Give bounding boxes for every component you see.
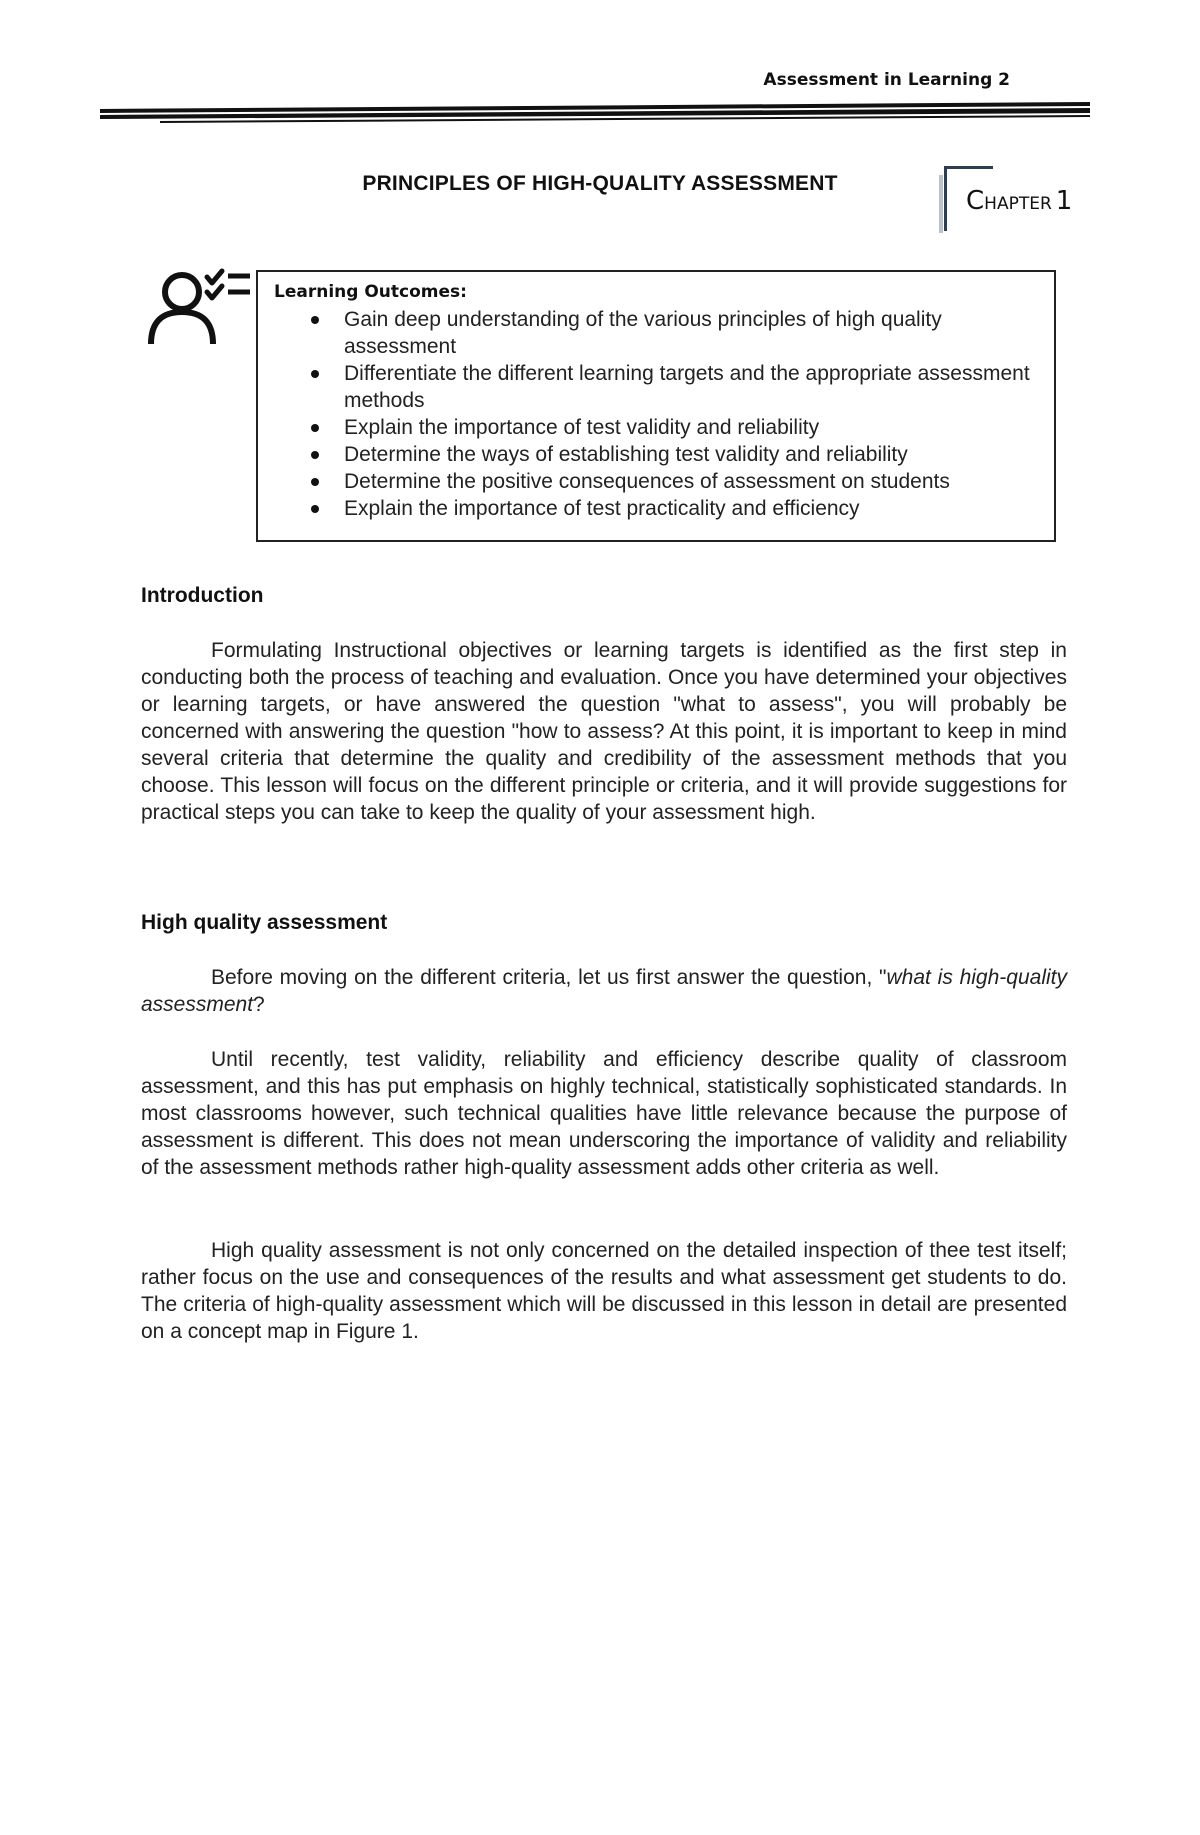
outcome-text: Determine the ways of establishing test validity and reliability [344, 443, 908, 466]
high-quality-paragraph-3: High quality assessment is not only concerned on the detailed inspection of thee test itself; rather focus on the use and consequences of the results and what assessment get students to do. The criteria of high-quality assessment which will be discussed in this lesson in detail are presented on a concept map in Figure 1. [141, 1239, 1067, 1343]
list-item [274, 468, 1038, 495]
outcome-text: Explain the importance of test validity and reliability [344, 416, 820, 439]
outcome-text: Determine the positive consequences of assessment on students [344, 470, 950, 493]
chapter-initial: C [966, 186, 985, 216]
high-quality-paragraph-1 [141, 964, 1067, 1018]
learning-outcomes-box [256, 270, 1056, 542]
outcome-text: Gain deep understanding of the various principles of high quality assessment [344, 308, 942, 358]
list-item [274, 441, 1038, 468]
high-quality-paragraph-2: Until recently, test validity, reliability and efficiency describe quality of classroom assessment, and this has put emphasis on highly technical, statistically sophisticated standards. In most classrooms however, such technical qualities have little relevance because the purpose of assessment is different. This does not mean underscoring the importance of validity and reliability of the assessment methods rather high-quality assessment adds other criteria as well. [141, 1048, 1067, 1179]
bullet-icon [311, 370, 319, 378]
p1-italic: what is high-quality assessment [141, 966, 1067, 1016]
person-checklist-icon [146, 268, 256, 348]
list-item [274, 414, 1038, 441]
learning-outcomes-list [274, 306, 1038, 522]
introduction-paragraph: Formulating Instructional objectives or learning targets is identified as the first step in conducting both the process of teaching and evaluation. Once you have determined your objectives or learning targets, or have answered the question "what to assess", you will probably be concerned with answering the question "how to assess? At this point, it is important to keep in mind several criteria that determine the quality and credibility of the assessment methods that you choose. This lesson will focus on the different principle or criteria, and it will provide suggestions for practical steps you can take to keep the quality of your assessment high. [141, 639, 1067, 824]
p1-start: Before moving on the different criteria, let us first answer the question, " [211, 966, 887, 989]
bullet-icon [311, 424, 319, 432]
list-item [274, 495, 1038, 522]
high-quality-heading: High quality assessment [141, 911, 388, 934]
list-item [274, 306, 1038, 360]
outcome-text: Explain the importance of test practicality and efficiency [344, 497, 860, 520]
outcome-text: Differentiate the different learning targets and the appropriate assessment methods [344, 362, 1030, 412]
bullet-icon [311, 316, 319, 324]
chapter-word: HAPTER [984, 194, 1052, 214]
bullet-icon [311, 451, 319, 459]
page-title: PRINCIPLES OF HIGH-QUALITY ASSESSMENT [362, 172, 838, 195]
bullet-icon [311, 505, 319, 513]
chapter-label [966, 186, 1072, 216]
chapter-tab [944, 166, 1084, 232]
p1-end: ? [253, 993, 265, 1016]
header-rule [100, 102, 1090, 124]
list-item [274, 360, 1038, 414]
learning-outcomes-heading: Learning Outcomes: [274, 282, 467, 302]
chapter-number: 1 [1055, 186, 1073, 216]
bullet-icon [311, 478, 319, 486]
header-course-title: Assessment in Learning 2 [763, 70, 1010, 90]
introduction-heading: Introduction [141, 584, 264, 607]
